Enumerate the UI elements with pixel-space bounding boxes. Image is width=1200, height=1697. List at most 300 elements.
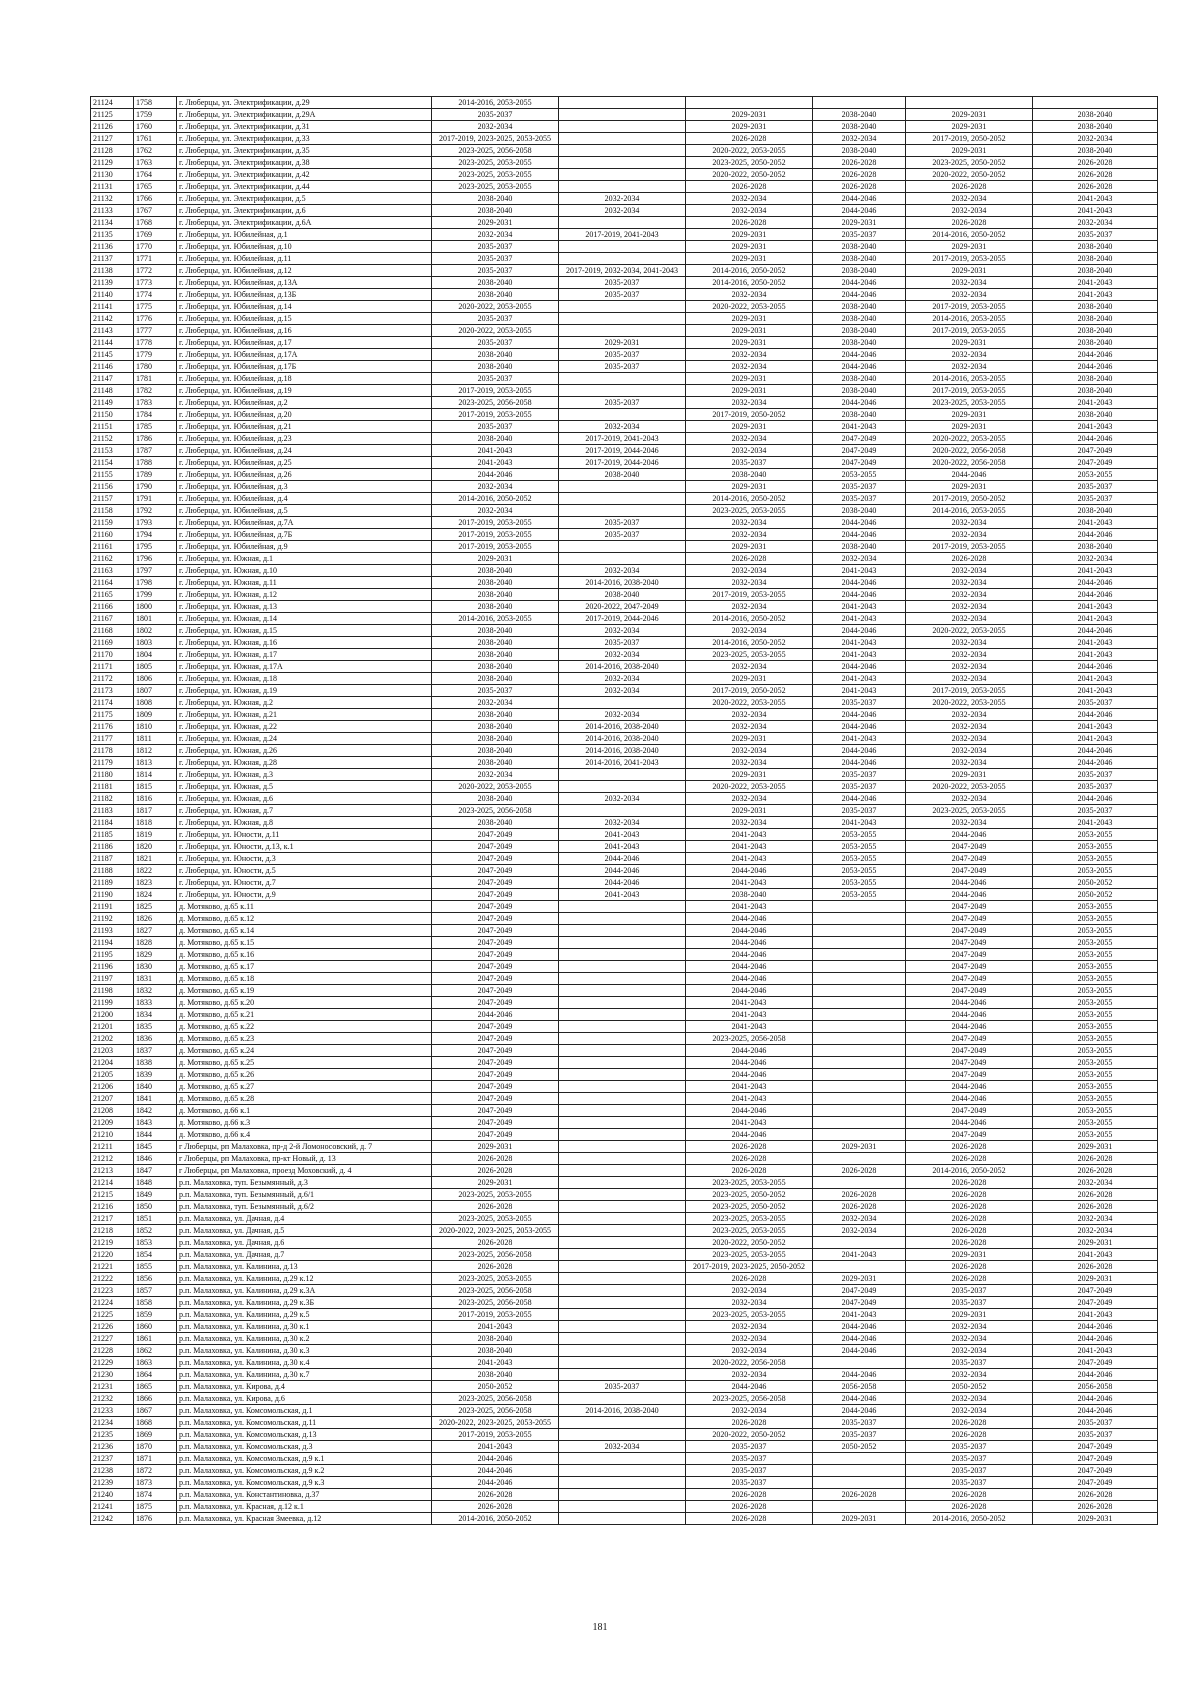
table-cell: 2014-2016, 2050-2052 [686,277,813,289]
table-row [91,1129,1158,1141]
table-cell: 2047-2049 [432,1069,559,1081]
table-cell: 2044-2046 [686,937,813,949]
table-cell: 1812 [134,745,177,757]
table-cell: 1763 [134,157,177,169]
table-cell: д. Мотяково, д.65 к.11 [177,901,432,913]
table-cell: 2023-2025, 2056-2058 [432,805,559,817]
table-cell: 2023-2025, 2056-2058 [432,1249,559,1261]
table-cell: 1780 [134,361,177,373]
table-cell: 1796 [134,553,177,565]
table-row [91,1261,1158,1273]
table-cell: 2029-2031 [906,1309,1033,1321]
table-cell: 2041-2043 [813,637,906,649]
table-cell: г. Люберцы, ул. Электрификации, д.6А [177,217,432,229]
table-cell: 2041-2043 [686,1009,813,1021]
table-cell: 2041-2043 [1033,637,1158,649]
table-cell: 21194 [91,937,134,949]
table-cell: 1792 [134,505,177,517]
table-cell: 2044-2046 [813,709,906,721]
table-row [91,265,1158,277]
table-row [91,1477,1158,1489]
table-cell: 2041-2043 [432,1441,559,1453]
table-cell: 2047-2049 [432,949,559,961]
table-cell: 2035-2037 [813,493,906,505]
table-cell [559,373,686,385]
table-cell: д. Мотяково, д.65 к.24 [177,1045,432,1057]
table-cell: 2038-2040 [432,625,559,637]
table-cell: 21199 [91,997,134,1009]
table-cell: 21231 [91,1381,134,1393]
table-cell: 2017-2019, 2053-2055 [432,1309,559,1321]
table-cell: 2026-2028 [686,1417,813,1429]
table-cell: 2014-2016, 2050-2052 [686,265,813,277]
table-cell: 21236 [91,1441,134,1453]
table-cell: 2026-2028 [686,1501,813,1513]
table-cell: 2044-2046 [1033,793,1158,805]
table-cell: 1868 [134,1417,177,1429]
table-cell: 2020-2022, 2053-2055 [432,325,559,337]
table-cell: 2029-2031 [686,109,813,121]
table-cell [559,1393,686,1405]
table-cell: 2035-2037 [432,421,559,433]
table-cell: 2029-2031 [906,481,1033,493]
table-cell: г. Люберцы, ул. Электрификации, д.31 [177,121,432,133]
table-cell: 2041-2043 [432,1321,559,1333]
table-cell: 2041-2043 [813,421,906,433]
table-cell: 2020-2022, 2050-2052 [686,1429,813,1441]
table-cell [813,1465,906,1477]
table-cell: 2047-2049 [906,853,1033,865]
table-cell: 2029-2031 [686,241,813,253]
table-cell: 2053-2055 [1033,1105,1158,1117]
table-cell: 21151 [91,421,134,433]
table-cell: 2050-2052 [1033,889,1158,901]
table-cell [813,1129,906,1141]
table-cell [813,1021,906,1033]
table-cell: 1845 [134,1141,177,1153]
table-cell: 1858 [134,1297,177,1309]
table-cell: 1760 [134,121,177,133]
table-cell [559,1309,686,1321]
table-row [91,241,1158,253]
table-cell: 2023-2025, 2056-2058 [432,145,559,157]
table-cell [559,913,686,925]
table-cell: 21165 [91,589,134,601]
table-row [91,805,1158,817]
table-cell: 2029-2031 [686,121,813,133]
table-cell: р.п. Малаховка, ул. Кирова, д.6 [177,1393,432,1405]
table-cell: 1844 [134,1129,177,1141]
table-cell: 1770 [134,241,177,253]
table-cell: 2026-2028 [1033,1489,1158,1501]
table-row [91,889,1158,901]
table-row [91,493,1158,505]
table-cell: 2044-2046 [813,625,906,637]
table-cell: 2047-2049 [432,1057,559,1069]
table-cell: р.п. Малаховка, ул. Калинина, д.29 к.5 [177,1309,432,1321]
table-cell: 1828 [134,937,177,949]
table-cell: 21131 [91,181,134,193]
table-cell: 2032-2034 [906,601,1033,613]
table-cell: 1853 [134,1237,177,1249]
table-cell: 2017-2019, 2050-2052 [906,493,1033,505]
table-cell: г. Люберцы, ул. Электрификации, д.35 [177,145,432,157]
table-cell: 2038-2040 [432,757,559,769]
table-cell: р.п. Малаховка, ул. Калинина, д.29 к.3Б [177,1297,432,1309]
table-cell: 1855 [134,1261,177,1273]
table-row [91,205,1158,217]
table-cell: 2038-2040 [432,817,559,829]
table-cell: 21201 [91,1021,134,1033]
table-cell: 2017-2019, 2044-2046 [559,445,686,457]
table-cell: 1854 [134,1249,177,1261]
table-cell: 1815 [134,781,177,793]
table-cell: 2038-2040 [432,1333,559,1345]
table-cell: 21223 [91,1285,134,1297]
table-cell: 21128 [91,145,134,157]
table-cell: 21124 [91,97,134,109]
table-cell: 2032-2034 [686,745,813,757]
table-cell: 2047-2049 [906,901,1033,913]
table-cell: 2047-2049 [1033,1285,1158,1297]
table-cell: 2038-2040 [1033,505,1158,517]
table-cell: 21232 [91,1393,134,1405]
table-cell: 21143 [91,325,134,337]
table-cell: 2044-2046 [813,529,906,541]
table-cell [559,1177,686,1189]
table-cell: 2038-2040 [1033,373,1158,385]
table-cell: 2032-2034 [906,1393,1033,1405]
table-cell [559,1213,686,1225]
table-cell: 2041-2043 [686,1081,813,1093]
table-cell: 2017-2019, 2044-2046 [559,457,686,469]
table-cell: 2014-2016, 2053-2055 [906,373,1033,385]
table-cell: 2017-2019, 2053-2055 [906,385,1033,397]
table-row [91,349,1158,361]
table-row [91,841,1158,853]
table-cell: 2038-2040 [432,277,559,289]
table-cell: 2041-2043 [813,673,906,685]
table-cell [559,1033,686,1045]
table-cell: г. Люберцы, ул. Южная, д.28 [177,757,432,769]
table-cell: 2044-2046 [813,721,906,733]
table-cell: 1809 [134,709,177,721]
table-cell: 2044-2046 [906,1081,1033,1093]
table-cell: 2035-2037 [432,265,559,277]
table-cell [559,1321,686,1333]
table-cell: 2044-2046 [906,469,1033,481]
table-cell: 2032-2034 [686,193,813,205]
table-cell: 2041-2043 [686,829,813,841]
table-cell: 1827 [134,925,177,937]
table-cell: г. Люберцы, ул. Юбилейная, д.13А [177,277,432,289]
table-cell: г. Люберцы, ул. Южная, д.17 [177,649,432,661]
table-cell: 2047-2049 [432,913,559,925]
table-row [91,313,1158,325]
table-cell [813,913,906,925]
table-cell: 21242 [91,1513,134,1525]
table-cell: 2032-2034 [559,685,686,697]
table-cell: г. Люберцы, ул. Южная, д.2 [177,697,432,709]
table-cell: 2032-2034 [1033,1213,1158,1225]
table-cell: 2023-2025, 2053-2055 [432,169,559,181]
table-cell: 2047-2049 [432,973,559,985]
table-cell [559,181,686,193]
table-cell: 2044-2046 [813,577,906,589]
table-cell: 1852 [134,1225,177,1237]
table-cell: 21184 [91,817,134,829]
table-row [91,1453,1158,1465]
table-cell: 21220 [91,1249,134,1261]
table-cell: 2029-2031 [686,481,813,493]
table-cell: 1849 [134,1189,177,1201]
table-cell: 2053-2055 [813,877,906,889]
table-row [91,793,1158,805]
table-cell: г. Люберцы, ул. Юбилейная, д.26 [177,469,432,481]
table-cell: 2041-2043 [686,853,813,865]
table-cell: 2047-2049 [906,1105,1033,1117]
table-cell [559,1285,686,1297]
table-cell: г. Люберцы, ул. Электрификации, д.42 [177,169,432,181]
table-cell: 21141 [91,301,134,313]
table-cell [813,97,906,109]
table-row [91,901,1158,913]
table-cell: 2023-2025, 2056-2058 [686,1393,813,1405]
table-cell: г. Люберцы, ул. Южная, д.6 [177,793,432,805]
table-cell [686,97,813,109]
table-cell: 2032-2034 [906,577,1033,589]
table-cell [813,1177,906,1189]
table-row [91,1237,1158,1249]
table-cell [559,325,686,337]
table-cell: 2014-2016, 2050-2052 [906,229,1033,241]
table-cell [559,1369,686,1381]
table-row [91,637,1158,649]
table-cell: 1869 [134,1429,177,1441]
table-cell: 21160 [91,529,134,541]
table-cell: 2035-2037 [906,1441,1033,1453]
table-row [91,1141,1158,1153]
page-number: 181 [592,1622,608,1633]
table-cell: 2032-2034 [1033,1225,1158,1237]
table-cell: 2032-2034 [686,757,813,769]
table-cell: 2014-2016, 2050-2052 [686,493,813,505]
table-cell: 2014-2016, 2050-2052 [686,637,813,649]
table-row [91,913,1158,925]
table-cell: 2038-2040 [432,349,559,361]
table-row [91,169,1158,181]
table-cell: 2047-2049 [906,925,1033,937]
table-cell: 2038-2040 [432,205,559,217]
table-cell: 2014-2016, 2038-2040 [559,1405,686,1417]
table-cell: 2044-2046 [1033,433,1158,445]
table-cell: 21135 [91,229,134,241]
table-cell: 2017-2019, 2053-2055 [432,385,559,397]
table-cell: 2035-2037 [813,805,906,817]
table-row [91,1189,1158,1201]
table-cell: 2035-2037 [1033,769,1158,781]
table-cell [559,961,686,973]
table-cell: 21213 [91,1165,134,1177]
table-cell: 21227 [91,1333,134,1345]
table-cell: 2026-2028 [686,217,813,229]
table-cell: 2056-2058 [813,1381,906,1393]
table-cell: 2044-2046 [813,361,906,373]
table-cell: 2026-2028 [686,1489,813,1501]
table-cell [813,985,906,997]
table-cell: 2017-2019, 2053-2055 [686,589,813,601]
table-cell: 2053-2055 [813,841,906,853]
table-cell: 2032-2034 [686,817,813,829]
table-cell: д. Мотяково, д.65 к.18 [177,973,432,985]
table-cell: 2044-2046 [1033,577,1158,589]
table-cell: г. Люберцы, ул. Южная, д.21 [177,709,432,721]
table-cell: 2023-2025, 2053-2055 [686,1225,813,1237]
table-cell: 2032-2034 [432,505,559,517]
table-cell: 1829 [134,949,177,961]
table-cell: 2047-2049 [432,889,559,901]
table-cell: г Люберцы, рп Малаховка, пр-кт Новый, д. 13 [177,1153,432,1165]
table-cell: 1783 [134,397,177,409]
table-cell: 21177 [91,733,134,745]
table-cell: 1862 [134,1345,177,1357]
table-cell: 2023-2025, 2053-2055 [432,1189,559,1201]
table-cell: 2041-2043 [686,901,813,913]
table-row [91,1393,1158,1405]
table-cell [559,1201,686,1213]
table-cell: 1777 [134,325,177,337]
table-cell: 2032-2034 [906,613,1033,625]
table-cell: 2038-2040 [813,373,906,385]
table-cell: 2026-2028 [906,553,1033,565]
table-cell: 2029-2031 [686,373,813,385]
table-cell: 1831 [134,973,177,985]
table-cell: 2023-2025, 2053-2055 [432,1213,559,1225]
table-cell: 2053-2055 [1033,901,1158,913]
table-cell: 21158 [91,505,134,517]
table-cell: 2023-2025, 2053-2055 [686,505,813,517]
table-cell: 2032-2034 [906,1345,1033,1357]
table-cell: 1823 [134,877,177,889]
table-cell: 2041-2043 [559,829,686,841]
table-cell: 2032-2034 [906,1321,1033,1333]
table-cell: 2026-2028 [1033,1261,1158,1273]
table-row [91,121,1158,133]
table-cell: г. Люберцы, ул. Юбилейная, д.14 [177,301,432,313]
table-cell [559,1081,686,1093]
table-cell: 2017-2019, 2053-2055 [906,685,1033,697]
table-cell: 2044-2046 [686,973,813,985]
table-cell: 2038-2040 [1033,301,1158,313]
table-cell: 2023-2025, 2053-2055 [686,1213,813,1225]
table-cell: 2047-2049 [906,1033,1033,1045]
table-cell: 2041-2043 [1033,673,1158,685]
table-cell: 2053-2055 [1033,961,1158,973]
table-cell: 2041-2043 [1033,1345,1158,1357]
table-cell: д. Мотяково, д.65 к.16 [177,949,432,961]
table-cell: 2035-2037 [686,1465,813,1477]
table-cell: 2038-2040 [813,337,906,349]
table-cell: 2035-2037 [686,457,813,469]
table-cell: 2044-2046 [906,829,1033,841]
table-cell: 2032-2034 [906,673,1033,685]
table-row [91,97,1158,109]
table-cell: 1766 [134,193,177,205]
table-cell: 2053-2055 [813,853,906,865]
table-row [91,1321,1158,1333]
table-row [91,829,1158,841]
table-cell: 2026-2028 [906,217,1033,229]
table-cell: 1863 [134,1357,177,1369]
table-row [91,541,1158,553]
table-cell: 2044-2046 [1033,361,1158,373]
table-row [91,1441,1158,1453]
table-cell: 2014-2016, 2053-2055 [906,313,1033,325]
table-cell: г. Люберцы, ул. Юбилейная, д.18 [177,373,432,385]
table-cell: 1843 [134,1117,177,1129]
table-cell: 21157 [91,493,134,505]
table-row [91,1177,1158,1189]
table-cell: 2014-2016, 2050-2052 [906,1165,1033,1177]
table-row [91,877,1158,889]
table-cell: 1838 [134,1057,177,1069]
table-row [91,601,1158,613]
table-cell: 2041-2043 [432,445,559,457]
table-cell: 2029-2031 [686,325,813,337]
table-cell: 21153 [91,445,134,457]
table-cell [559,1021,686,1033]
table-cell [559,1453,686,1465]
table-cell [559,217,686,229]
table-cell: 2053-2055 [1033,1057,1158,1069]
table-cell: р.п. Малаховка, ул. Кирова, д.4 [177,1381,432,1393]
table-row [91,733,1158,745]
table-cell: 2029-2031 [1033,1141,1158,1153]
table-cell: 2017-2019, 2050-2052 [906,133,1033,145]
table-cell: 21136 [91,241,134,253]
table-cell: 2014-2016, 2038-2040 [559,577,686,589]
table-cell [559,1069,686,1081]
table-cell: 2044-2046 [1033,1369,1158,1381]
table-cell: 2035-2037 [559,289,686,301]
table-cell: 1774 [134,289,177,301]
table-cell: 2032-2034 [906,793,1033,805]
table-row [91,697,1158,709]
table-cell: 2035-2037 [813,229,906,241]
table-cell: 2035-2037 [813,1417,906,1429]
table-cell: 21221 [91,1261,134,1273]
table-cell: 2038-2040 [1033,265,1158,277]
table-cell: 1864 [134,1369,177,1381]
table-cell: 2032-2034 [906,661,1033,673]
table-cell: 1832 [134,985,177,997]
table-cell: 1765 [134,181,177,193]
table-cell: 2047-2049 [1033,1477,1158,1489]
table-cell: г. Люберцы, ул. Юбилейная, д.24 [177,445,432,457]
table-row [91,853,1158,865]
table-cell: 2029-2031 [432,553,559,565]
table-cell: 1794 [134,529,177,541]
table-cell: 2032-2034 [686,565,813,577]
table-cell: 2038-2040 [1033,145,1158,157]
table-cell: 2032-2034 [432,481,559,493]
table-cell [559,1153,686,1165]
table-cell: г. Люберцы, ул. Южная, д.19 [177,685,432,697]
table-row [91,1357,1158,1369]
table-cell: 1840 [134,1081,177,1093]
table-cell: 2047-2049 [432,1093,559,1105]
table-cell: 2047-2049 [906,1069,1033,1081]
